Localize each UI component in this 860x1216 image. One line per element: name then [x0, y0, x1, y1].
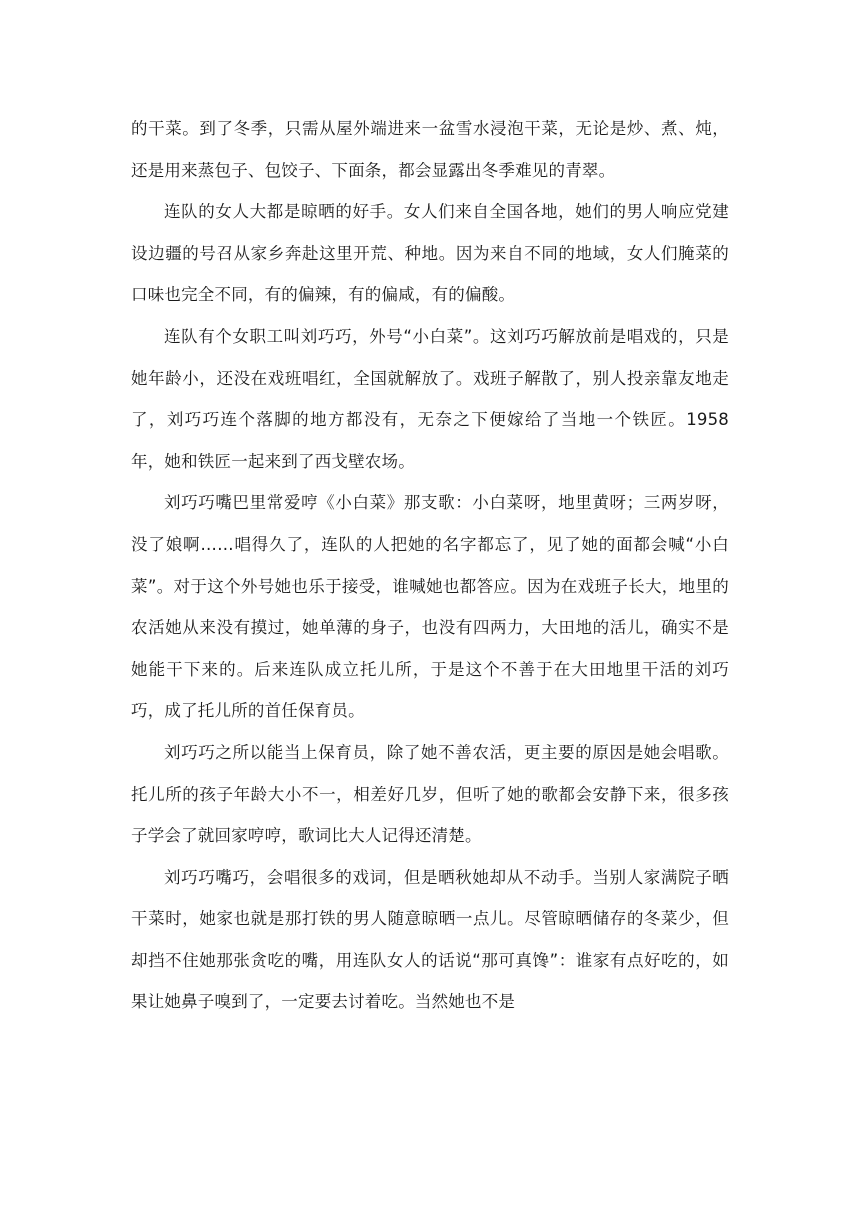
paragraph: 刘巧巧嘴巧，会唱很多的戏词，但是晒秋她却从不动手。当别人家满院子晒干菜时，她家也就是那打铁的男人随意晾晒一点儿。尽管晾晒储存的冬菜少，但却挡不住她那张贪吃的嘴，用连队女人的话说“那可真馋”：谁家有点好吃的，如果让她鼻子嗅到了，一定要去讨着吃。当然她也不是 — [131, 867, 729, 1012]
paragraph: 刘巧巧之所以能当上保育员，除了她不善农活，更主要的原因是她会唱歌。托儿所的孩子年龄大小不一，相差好几岁，但听了她的歌都会安静下来，很多孩子学会了就回家哼哼，歌词比大人记得还清楚。 — [131, 742, 729, 846]
paragraph: 刘巧巧嘴巴里常爱哼《小白菜》那支歌：小白菜呀，地里黄呀；三两岁呀，没了娘啊……唱得久了，连队的人把她的名字都忘了，见了她的面都会喊“小白菜”。对于这个外号她也乐于接受，谁喊她也都答应。因为在戏班子长大，地里的农活她从来没有摸过，她单薄的身子，也没有四两力，大田地的活儿，确实不是她能干下来的。后来连队成立托儿所，于是这个不善于在大田地里干活的刘巧巧，成了托儿所的首任保育员。 — [131, 493, 729, 721]
paragraph: 连队的女人大都是晾晒的好手。女人们来自全国各地，她们的男人响应党建设边疆的号召从家乡奔赴这里开荒、种地。因为来自不同的地域，女人们腌菜的口味也完全不同，有的偏辣，有的偏咸，有的偏酸。 — [131, 202, 729, 305]
paragraph: 连队有个女职工叫刘巧巧，外号“小白菜”。这刘巧巧解放前是唱戏的，只是她年龄小，还没在戏班唱红，全国就解放了。戏班子解散了，别人投亲靠友地走了，刘巧巧连个落脚的地方都没有，无奈之下便嫁给了当地一个铁匠。1958 年，她和铁匠一起来到了西戈壁农场。 — [131, 326, 729, 471]
document-page — [131, 108, 729, 1023]
paragraph-continuation: 的干菜。到了冬季，只需从屋外端进来一盆雪水浸泡干菜，无论是炒、煮、炖，还是用来蒸包子、包饺子、下面条，都会显露出冬季难见的青翠。 — [131, 119, 729, 180]
